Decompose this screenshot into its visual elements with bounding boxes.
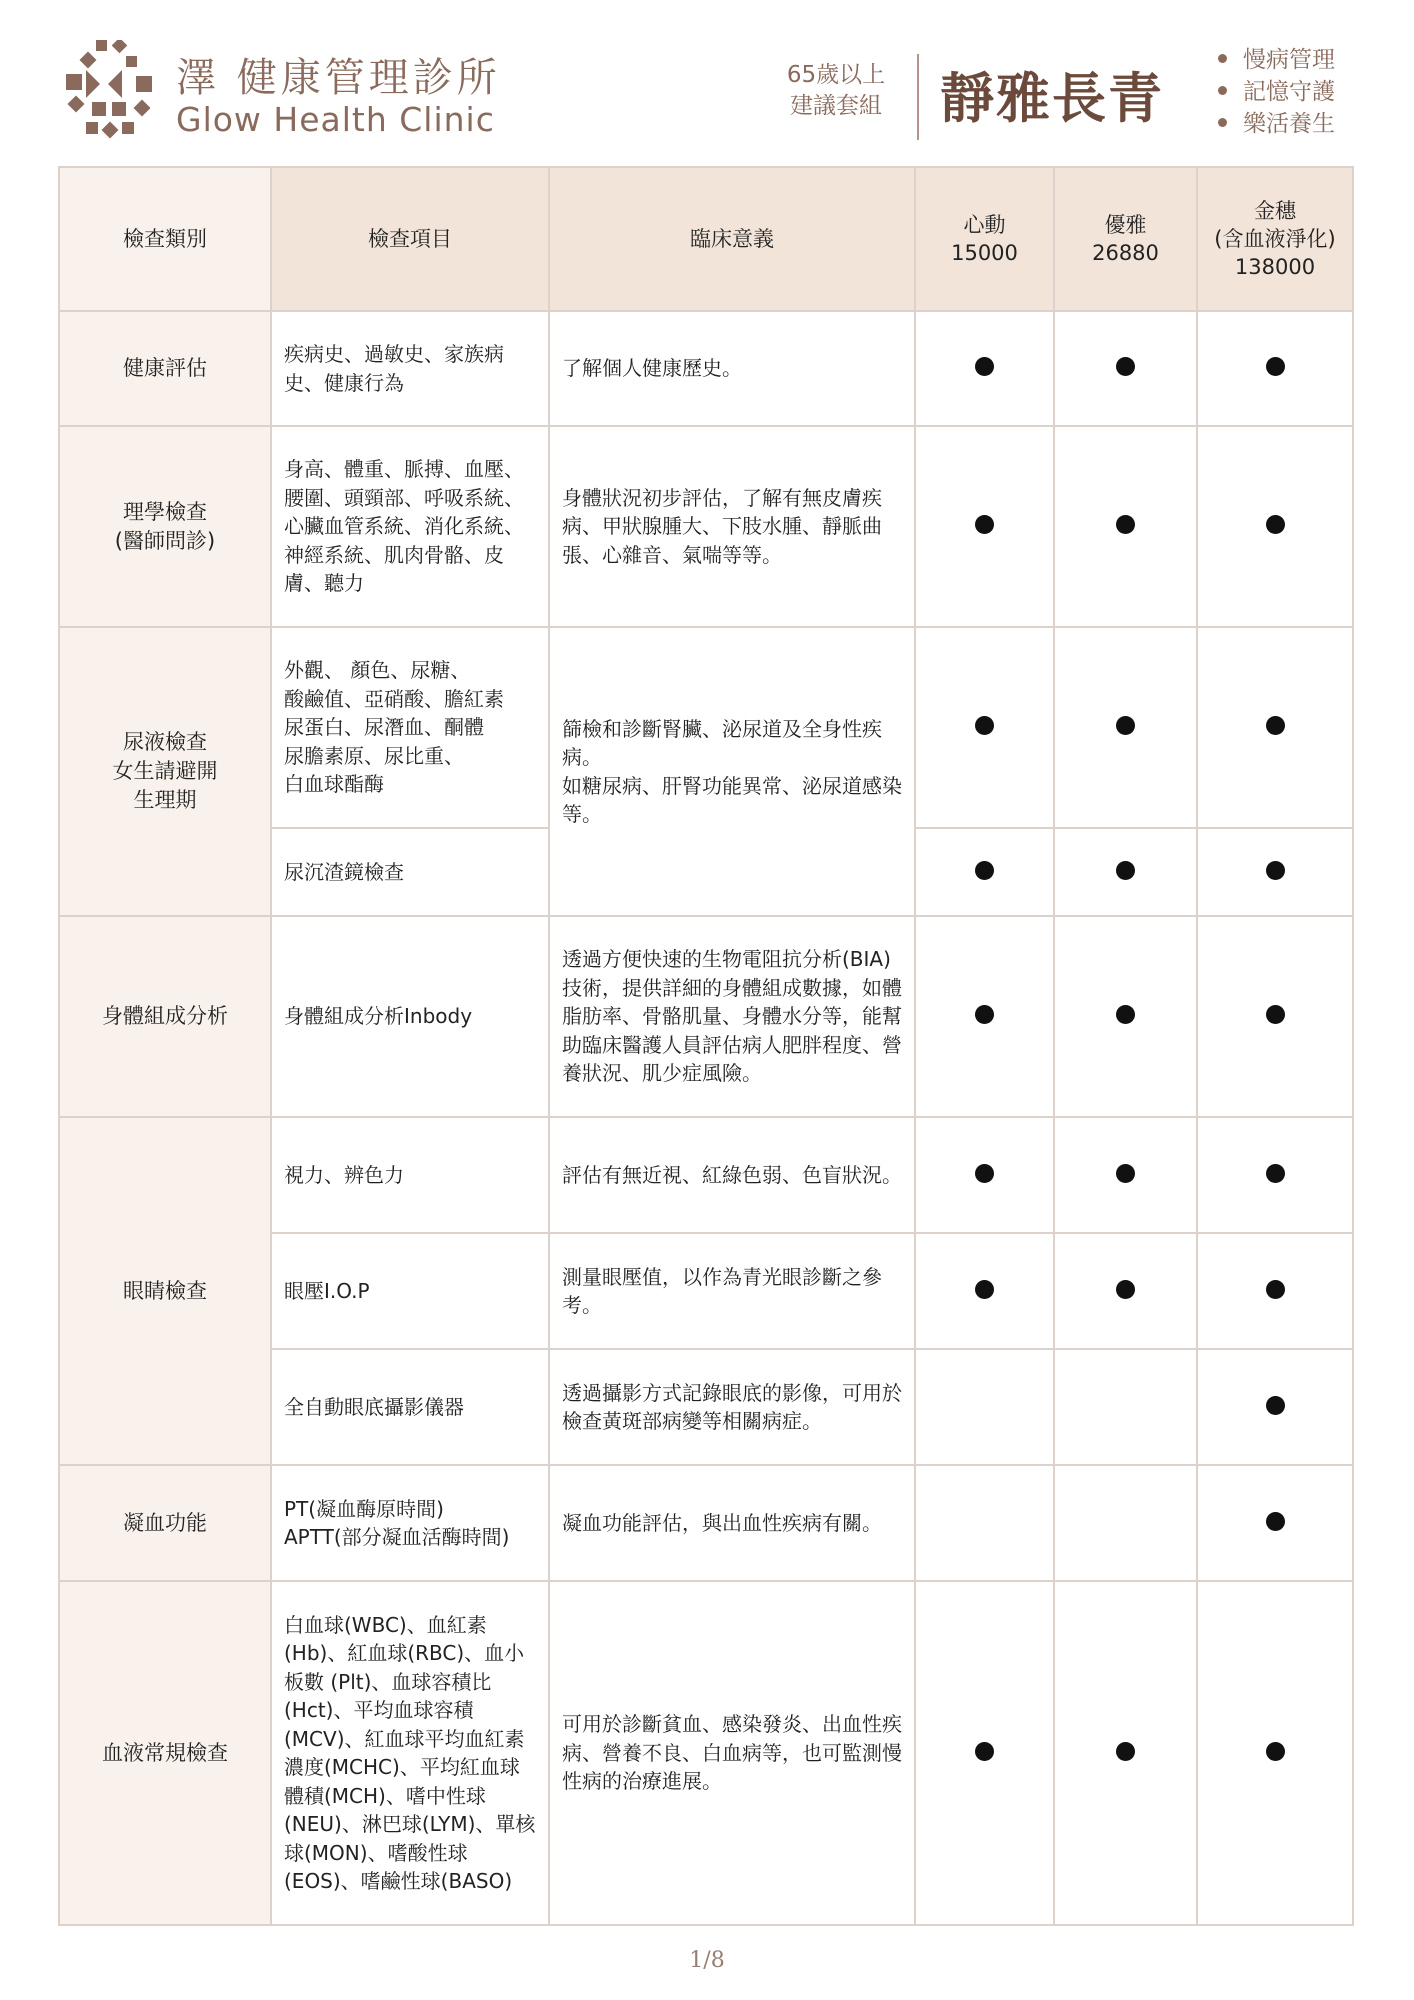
- included-dot-icon: [1116, 1005, 1135, 1024]
- included-cell-plan-gold: [1197, 311, 1353, 426]
- included-cell-plan-gold: [1197, 1349, 1353, 1465]
- bullet-icon: [1218, 54, 1227, 63]
- included-dot-icon: [1116, 716, 1135, 735]
- included-cell-plan-elegant: [1054, 627, 1197, 828]
- included-cell-plan-basic: [915, 828, 1054, 916]
- exam-item: 白血球(WBC)、血紅素(Hb)、紅血球(RBC)、血小板數 (Plt)、血球容積比(Hct)、平均血球容積(MCV)、紅血球平均血紅素濃度(MCHC)、平均紅血球體積(MCH)、嗜中性球(NEU)、淋巴球(LYM)、單核球(MON)、嗜酸性球(EOS)、嗜鹼性球(BASO): [271, 1581, 549, 1925]
- clinical-meaning: 透過方便快速的生物電阻抗分析(BIA)技術，提供詳細的身體組成數據，如體脂肪率、骨骼肌量、身體水分等，能幫助臨床醫護人員評估病人肥胖程度、營養狀況、肌少症風險。: [549, 916, 915, 1117]
- included-cell-plan-elegant: [1054, 1349, 1197, 1465]
- included-dot-icon: [975, 1742, 994, 1761]
- clinical-meaning: 透過攝影方式記錄眼底的影像，可用於檢查黃斑部病變等相關病症。: [549, 1349, 915, 1465]
- included-cell-plan-basic: [915, 311, 1054, 426]
- included-dot-icon: [1266, 1280, 1285, 1299]
- included-cell-plan-gold: [1197, 1581, 1353, 1925]
- category-coagulation: 凝血功能: [59, 1465, 271, 1581]
- included-dot-icon: [975, 515, 994, 534]
- included-dot-icon: [975, 716, 994, 735]
- included-dot-icon: [1266, 1742, 1285, 1761]
- category-urine-test: 尿液檢查 女生請避開 生理期: [59, 627, 271, 916]
- checkup-table: [58, 166, 1354, 1926]
- category-body-composition: 身體組成分析: [59, 916, 271, 1117]
- included-cell-plan-gold: [1197, 1117, 1353, 1233]
- exam-item: PT(凝血酶原時間) APTT(部分凝血活酶時間): [271, 1465, 549, 1581]
- included-dot-icon: [975, 861, 994, 880]
- package-title: 靜雅長青: [940, 67, 1164, 130]
- included-cell-plan-basic: [915, 1233, 1054, 1349]
- table-row: [59, 627, 1353, 828]
- included-cell-plan-basic: [915, 627, 1054, 828]
- header-plan-basic: 心動 15000: [915, 167, 1054, 311]
- table-row: [59, 916, 1353, 1117]
- exam-item: 疾病史、過敏史、家族病史、健康行為: [271, 311, 549, 426]
- header-divider: [917, 54, 919, 140]
- table-header-row: [59, 167, 1353, 311]
- bullet-icon: [1218, 118, 1227, 127]
- included-dot-icon: [975, 357, 994, 376]
- included-dot-icon: [1266, 1396, 1285, 1415]
- included-cell-plan-basic: [915, 1465, 1054, 1581]
- exam-item: 身高、體重、脈搏、血壓、腰圍、頭頸部、呼吸系統、心臟血管系統、消化系統、神經系統、肌肉骨骼、皮膚、聽力: [271, 426, 549, 627]
- included-cell-plan-gold: [1197, 1233, 1353, 1349]
- included-cell-plan-basic: [915, 916, 1054, 1117]
- header-plan-elegant: 優雅 26880: [1054, 167, 1197, 311]
- header-category: 檢查類別: [59, 167, 271, 311]
- table-body: [59, 311, 1353, 1925]
- category-eye-exam: 眼睛檢查: [59, 1117, 271, 1465]
- included-dot-icon: [1116, 1280, 1135, 1299]
- included-cell-plan-gold: [1197, 916, 1353, 1117]
- included-dot-icon: [1116, 357, 1135, 376]
- included-cell-plan-elegant: [1054, 828, 1197, 916]
- page-header: [0, 0, 1414, 160]
- included-dot-icon: [975, 1164, 994, 1183]
- included-cell-plan-basic: [915, 1581, 1054, 1925]
- header-plan-gold: 金穗 (含血液淨化) 138000: [1197, 167, 1353, 311]
- exam-item: 眼壓I.O.P: [271, 1233, 549, 1349]
- included-cell-plan-elegant: [1054, 426, 1197, 627]
- clinic-logo-icon: [64, 40, 158, 140]
- exam-item: 身體組成分析Inbody: [271, 916, 549, 1117]
- table-row: [59, 1581, 1353, 1925]
- included-cell-plan-elegant: [1054, 311, 1197, 426]
- included-cell-plan-gold: [1197, 1465, 1353, 1581]
- feature-item: [1218, 108, 1335, 140]
- included-dot-icon: [1116, 515, 1135, 534]
- included-dot-icon: [1266, 861, 1285, 880]
- included-dot-icon: [1266, 1512, 1285, 1531]
- category-physical-exam: 理學檢查 (醫師問診): [59, 426, 271, 627]
- category-blood-routine: 血液常規檢查: [59, 1581, 271, 1925]
- included-dot-icon: [1116, 1164, 1135, 1183]
- included-cell-plan-gold: [1197, 828, 1353, 916]
- included-cell-plan-elegant: [1054, 916, 1197, 1117]
- clinical-meaning: 了解個人健康歷史。: [549, 311, 915, 426]
- included-dot-icon: [1266, 1164, 1285, 1183]
- feature-label: 慢病管理: [1243, 47, 1335, 73]
- included-cell-plan-basic: [915, 1349, 1054, 1465]
- included-cell-plan-gold: [1197, 426, 1353, 627]
- clinical-meaning: 身體狀況初步評估，了解有無皮膚疾病、甲狀腺腫大、下肢水腫、靜脈曲張、心雜音、氣喘等等。: [549, 426, 915, 627]
- clinical-meaning: 凝血功能評估，與出血性疾病有關。: [549, 1465, 915, 1581]
- included-dot-icon: [1266, 716, 1285, 735]
- clinical-meaning: 評估有無近視、紅綠色弱、色盲狀況。: [549, 1117, 915, 1233]
- included-dot-icon: [975, 1005, 994, 1024]
- feature-item: [1218, 44, 1335, 76]
- exam-item: 全自動眼底攝影儀器: [271, 1349, 549, 1465]
- header-item: 檢查項目: [271, 167, 549, 311]
- header-meaning: 臨床意義: [549, 167, 915, 311]
- table-row: [59, 1117, 1353, 1233]
- exam-item: 外觀、 顏色、尿糖、 酸鹼值、亞硝酸、膽紅素 尿蛋白、尿潛血、酮體 尿膽素原、尿比重、 白血球酯酶: [271, 627, 549, 828]
- feature-label: 樂活養生: [1243, 111, 1335, 137]
- table-row: [59, 426, 1353, 627]
- included-dot-icon: [975, 1280, 994, 1299]
- included-dot-icon: [1266, 1005, 1285, 1024]
- exam-item: 尿沉渣鏡檢查: [271, 828, 549, 916]
- included-dot-icon: [1116, 861, 1135, 880]
- included-dot-icon: [1266, 357, 1285, 376]
- included-cell-plan-elegant: [1054, 1465, 1197, 1581]
- included-cell-plan-elegant: [1054, 1233, 1197, 1349]
- category-health-assessment: 健康評估: [59, 311, 271, 426]
- included-cell-plan-elegant: [1054, 1581, 1197, 1925]
- clinical-meaning: 測量眼壓值，以作為青光眼診斷之參考。: [549, 1233, 915, 1349]
- bullet-icon: [1218, 86, 1227, 95]
- included-cell-plan-gold: [1197, 627, 1353, 828]
- feature-list: [1218, 44, 1335, 140]
- feature-label: 記憶守護: [1243, 79, 1335, 105]
- included-dot-icon: [1266, 515, 1285, 534]
- feature-item: [1218, 76, 1335, 108]
- clinic-name-english: Glow Health Clinic: [176, 100, 495, 139]
- clinic-name: 澤 健康管理診所: [176, 55, 501, 101]
- table-row: [59, 1465, 1353, 1581]
- clinical-meaning: 可用於診斷貧血、感染發炎、出血性疾病、營養不良、白血病等，也可監測慢性病的治療進展。: [549, 1581, 915, 1925]
- table-row: [59, 311, 1353, 426]
- included-cell-plan-elegant: [1054, 1117, 1197, 1233]
- clinical-meaning: 篩檢和診斷腎臟、泌尿道及全身性疾病。 如糖尿病、肝腎功能異常、泌尿道感染等。: [549, 627, 915, 916]
- exam-item: 視力、辨色力: [271, 1117, 549, 1233]
- included-cell-plan-basic: [915, 1117, 1054, 1233]
- included-dot-icon: [1116, 1742, 1135, 1761]
- package-subtitle: 65歲以上 建議套組: [786, 62, 886, 119]
- included-cell-plan-basic: [915, 426, 1054, 627]
- page-number: 1/8: [689, 1948, 725, 1973]
